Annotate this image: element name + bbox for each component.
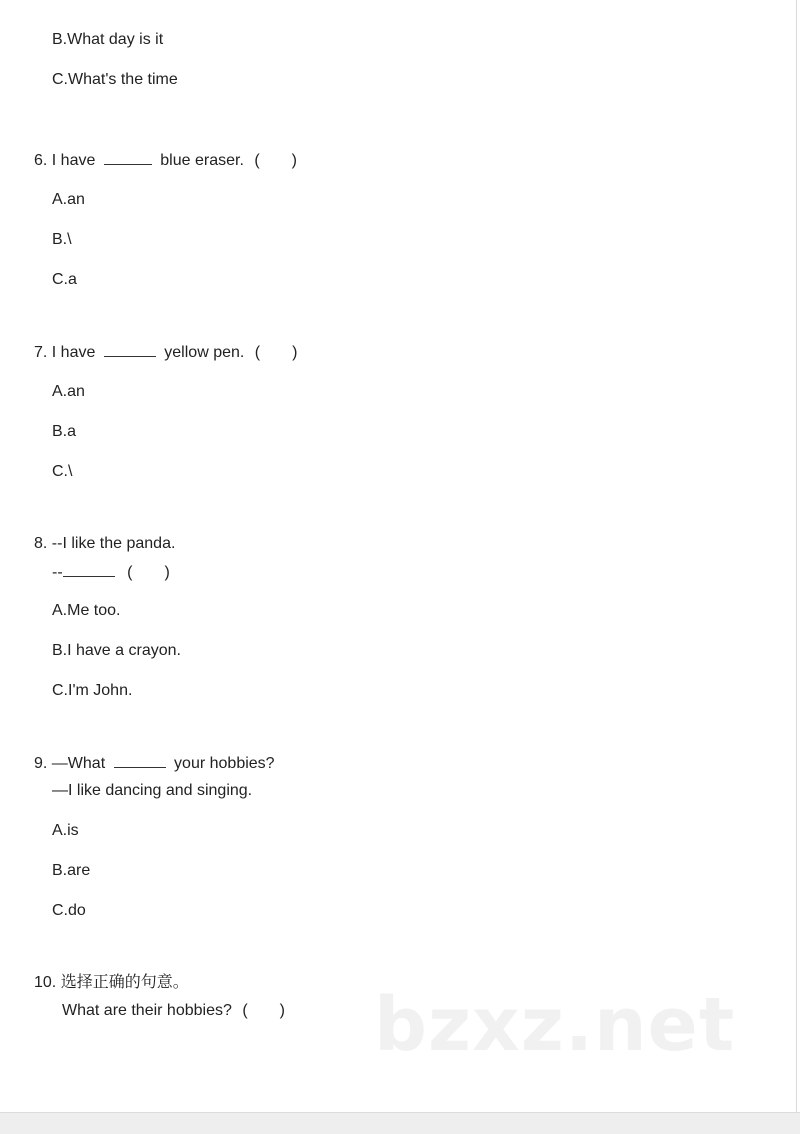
- q10-stem: 10. 选择正确的句意。: [34, 974, 189, 991]
- q9-stem-line2: —I like dancing and singing.: [52, 782, 253, 799]
- q6-answer-blank: [104, 150, 152, 165]
- q10-sentence: [62, 1001, 285, 1021]
- q7-stem-end: yellow pen.: [164, 344, 245, 361]
- q7-answer-paren: ( ): [254, 344, 298, 361]
- q7-answer-blank: [104, 342, 156, 357]
- q8-stem-line2: [52, 562, 170, 583]
- q6-option-c: C.a: [52, 271, 77, 288]
- q9-option-a: A.is: [52, 822, 79, 839]
- q6-stem: [34, 150, 297, 171]
- q8-dialogue-dash: --: [52, 564, 63, 581]
- q6-stem-start: 6. I have: [34, 152, 96, 169]
- q5-option-c: C.What's the time: [52, 71, 178, 88]
- q6-option-a: A.an: [52, 191, 85, 208]
- q9-option-b: B.are: [52, 862, 91, 879]
- q8-option-b: B.I have a crayon.: [52, 642, 181, 659]
- q8-option-a: A.Me too.: [52, 602, 121, 619]
- q10-sentence-text: What are their hobbies?: [62, 1002, 232, 1019]
- q9-stem-line1: [34, 753, 275, 774]
- q9-answer-blank: [114, 753, 166, 768]
- q7-option-b: B.a: [52, 423, 77, 440]
- q7-stem: [34, 342, 297, 363]
- q7-option-a: A.an: [52, 383, 85, 400]
- q8-answer-paren: ( ): [127, 564, 170, 581]
- q9-option-c: C.do: [52, 902, 86, 919]
- q8-option-c: C.I'm John.: [52, 682, 133, 699]
- q9-stem-start: 9. —What: [34, 755, 106, 772]
- q8-stem-line1: 8. --I like the panda.: [34, 535, 176, 552]
- q5-option-b: B.What day is it: [52, 31, 164, 48]
- q7-option-c: C.\: [52, 463, 73, 480]
- watermark-logo: bzxz.net: [374, 982, 736, 1068]
- q6-option-b: B.\: [52, 231, 72, 248]
- q10-answer-paren: ( ): [242, 1002, 285, 1019]
- q6-answer-paren: ( ): [254, 152, 298, 169]
- q7-stem-start: 7. I have: [34, 344, 96, 361]
- q8-answer-blank: [63, 562, 115, 577]
- page-bottom-edge: [0, 1112, 800, 1134]
- q6-stem-end: blue eraser.: [160, 152, 244, 169]
- q9-stem-end: your hobbies?: [174, 755, 275, 772]
